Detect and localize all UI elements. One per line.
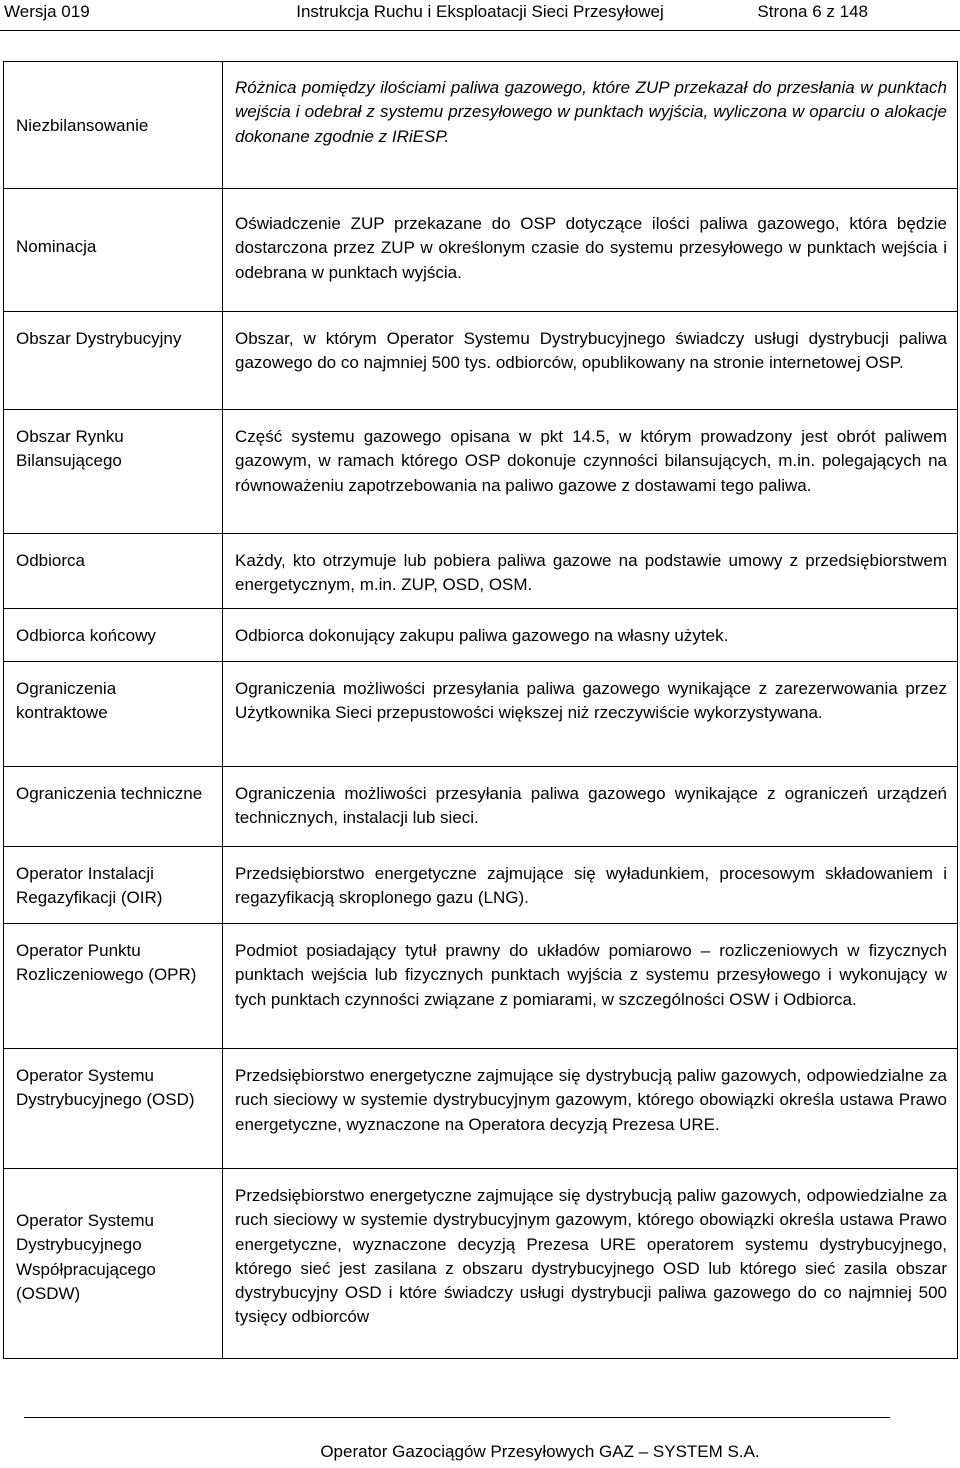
term-label: Ograniczenia techniczne <box>16 784 203 803</box>
term-cell <box>4 924 223 1049</box>
term-label: Operator Punktu Rozliczeniowego (OPR) <box>16 941 197 985</box>
definition-cell <box>223 189 958 312</box>
table-row <box>4 312 958 410</box>
version-label: Wersja 019 <box>4 2 90 21</box>
footer-divider <box>24 1417 890 1418</box>
definition-text: Każdy, kto otrzymuje lub pobiera paliwa gazowe na podstawie umowy z przedsiębiorstwem energetycznym, m.in. ZUP, OSD, OSM. <box>235 551 947 595</box>
term-label: Obszar Dystrybucyjny <box>16 329 182 348</box>
definition-cell <box>223 534 958 609</box>
definition-text: Podmiot posiadający tytuł prawny do układów pomiarowo – rozliczeniowych w fizycznych punktach wejścia lub fizycznych punktach wyjścia z systemu przesyłowego i wykonujący w tych punktach czynności związane z pomiarami, w szczególności OSW i Odbiorca. <box>235 941 947 1009</box>
definition-text: Ograniczenia możliwości przesyłania paliwa gazowego wynikające z ograniczeń urządzeń technicznych, instalacji lub sieci. <box>235 784 947 828</box>
definition-cell <box>223 662 958 767</box>
table-row <box>4 1169 958 1359</box>
term-cell <box>4 662 223 767</box>
term-label: Nominacja <box>16 237 97 256</box>
table-row <box>4 767 958 847</box>
table-row <box>4 662 958 767</box>
definition-text: Obszar, w którym Operator Systemu Dystrybucyjnego świadczy usługi dystrybucji paliwa gazowego do co najmniej 500 tys. odbiorców, opublikowany na stronie internetowej OSP. <box>235 329 947 373</box>
page-header <box>0 0 960 36</box>
document-title: Instrukcja Ruchu i Eksploatacji Sieci Przesyłowej <box>296 2 664 21</box>
table-row <box>4 924 958 1049</box>
definition-text: Odbiorca dokonujący zakupu paliwa gazowego na własny użytek. <box>235 626 729 645</box>
table-row <box>4 1049 958 1169</box>
table-row <box>4 609 958 662</box>
definition-cell <box>223 1049 958 1169</box>
term-label: Niezbilansowanie <box>16 116 149 135</box>
term-label: Operator Systemu Dystrybucyjnego Współpracującego (OSDW) <box>16 1211 156 1303</box>
table-row <box>4 534 958 609</box>
page-footer: Operator Gazociągów Przesyłowych GAZ – SYSTEM S.A. <box>320 1442 760 1461</box>
term-label: Odbiorca <box>16 551 85 570</box>
term-cell <box>4 189 223 312</box>
term-label: Ograniczenia kontraktowe <box>16 679 117 723</box>
definition-text: Część systemu gazowego opisana w pkt 14.5, w którym prowadzony jest obrót paliwem gazowym, w ramach którego OSP dokonuje czynności bilansujących, m.in. polegających na równoważeniu zapotrzebowania na paliwo gazowe z dostawami tego paliwa. <box>235 427 947 495</box>
term-cell <box>4 609 223 662</box>
definition-cell <box>223 312 958 410</box>
header-divider <box>0 30 960 31</box>
term-cell <box>4 767 223 847</box>
definition-cell <box>223 410 958 534</box>
definition-cell <box>223 767 958 847</box>
term-label: Obszar Rynku Bilansującego <box>16 427 124 471</box>
definition-cell <box>223 609 958 662</box>
term-label: Operator Instalacji Regazyfikacji (OIR) <box>16 864 163 908</box>
term-cell <box>4 62 223 189</box>
definition-text: Przedsiębiorstwo energetyczne zajmujące się dystrybucją paliw gazowych, odpowiedzialne za ruch sieciowy w systemie dystrybucyjnym gazowym, którego obowiązki określa ustawa Prawo energetyczne, wyznaczone decyzją Prezesa URE operatorem systemu dystrybucyjnego, którego sieć jest zasilana z obszaru dystrybucyjnego OSD lub którego sieć zasila obszar dystrybucyjny OSD i które świadczy usługi dystrybucji paliwa gazowego do co najmniej 500 tysięcy odbiorców <box>235 1186 947 1327</box>
term-cell <box>4 1169 223 1359</box>
definition-cell <box>223 62 958 189</box>
table-row <box>4 62 958 189</box>
term-label: Operator Systemu Dystrybucyjnego (OSD) <box>16 1066 195 1110</box>
table-row <box>4 189 958 312</box>
definition-cell <box>223 1169 958 1359</box>
definition-text: Przedsiębiorstwo energetyczne zajmujące się dystrybucją paliw gazowych, odpowiedzialne za ruch sieciowy w systemie dystrybucyjnym gazowym, którego obowiązki określa ustawa Prawo energetyczne, wyznaczone na Operatora decyzją Prezesa URE. <box>235 1066 947 1134</box>
definition-cell <box>223 847 958 924</box>
term-cell <box>4 534 223 609</box>
term-cell <box>4 847 223 924</box>
definitions-table <box>3 61 958 1359</box>
term-cell <box>4 410 223 534</box>
definition-text: Oświadczenie ZUP przekazane do OSP dotyczące ilości paliwa gazowego, która będzie dostarczona przez ZUP w określonym czasie do systemu przesyłowego w punktach wejścia i odebrana w punktach wyjścia. <box>235 214 947 282</box>
term-cell <box>4 312 223 410</box>
definition-text: Przedsiębiorstwo energetyczne zajmujące się wyładunkiem, procesowym składowaniem i regazyfikacją skroplonego gazu (LNG). <box>235 864 947 908</box>
definition-text: Ograniczenia możliwości przesyłania paliwa gazowego wynikające z zarezerwowania przez Użytkownika Sieci przepustowości większej niż rzeczywiście wykorzystywana. <box>235 679 947 723</box>
term-label: Odbiorca końcowy <box>16 626 156 645</box>
table-row <box>4 410 958 534</box>
definition-cell <box>223 924 958 1049</box>
table-row <box>4 847 958 924</box>
page-number: Strona 6 z 148 <box>757 2 868 21</box>
definition-text: Różnica pomiędzy ilościami paliwa gazowego, które ZUP przekazał do przesłania w punktach wejścia i odebrał z systemu przesyłowego w punktach wyjścia, wyliczona w oparciu o alokacje dokonane zgodnie z IRiESP. <box>235 78 947 146</box>
term-cell <box>4 1049 223 1169</box>
